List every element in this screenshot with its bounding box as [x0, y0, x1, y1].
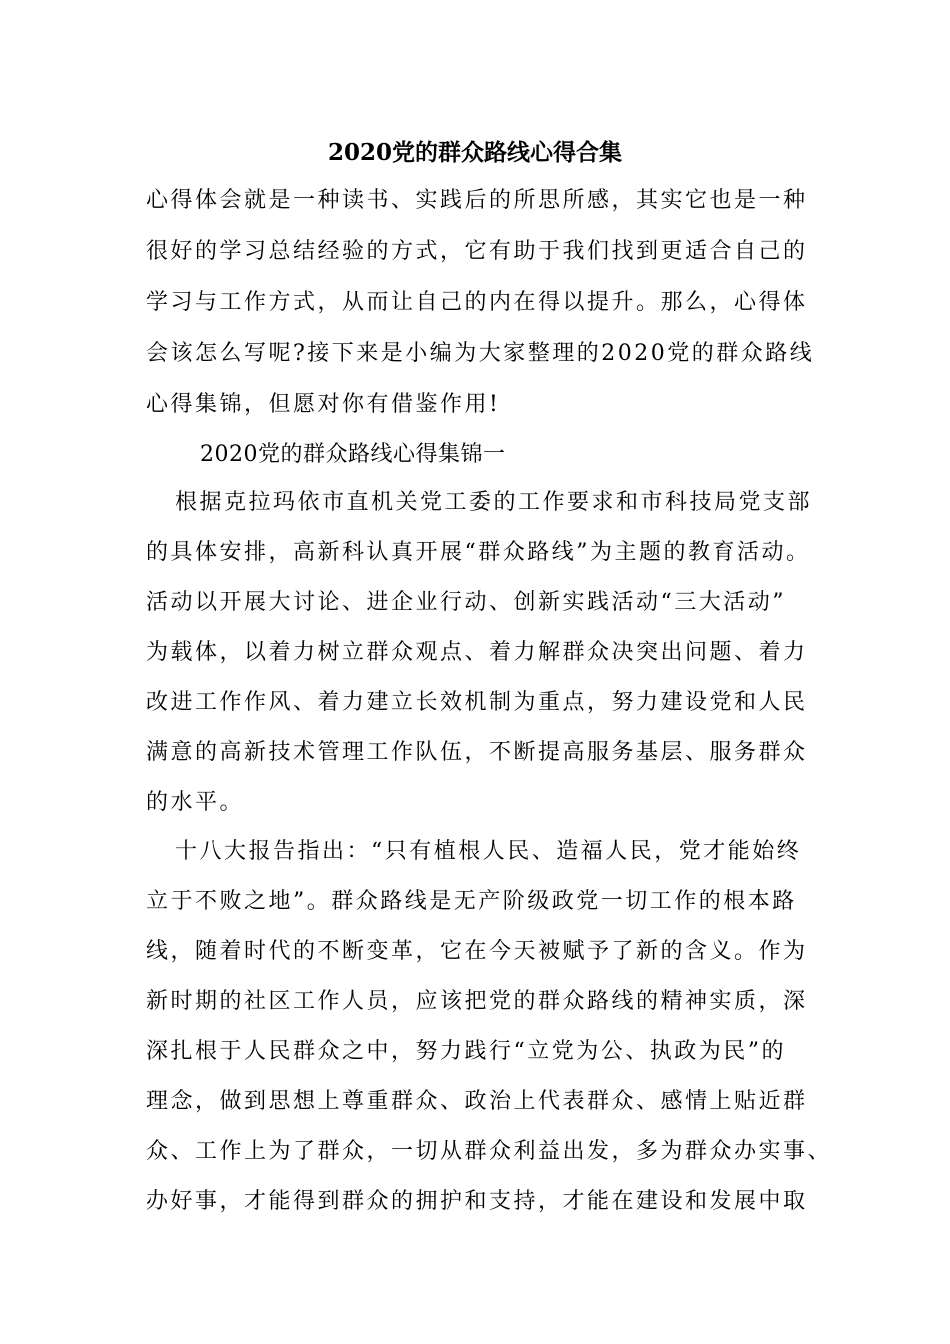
paragraph-line: 新时期的社区工作人员，应该把党的群众路线的精神实质，深 — [146, 989, 808, 1014]
document-title: 2020党的群众路线心得合集 — [327, 139, 622, 166]
paragraph-line: 的具体安排，高新科认真开展“群众路线”为主题的教育活动。 — [146, 540, 811, 565]
paragraph-line: 办好事，才能得到群众的拥护和支持，才能在建设和发展中取 — [146, 1189, 808, 1214]
paragraph-line: 活动以开展大讨论、进企业行动、创新实践活动“三大活动” — [146, 590, 786, 615]
paragraph-line: 立于不败之地”。群众路线是无产阶级政党一切工作的根本路 — [146, 889, 797, 914]
paragraph-line: 很好的学习总结经验的方式，它有助于我们找到更适合自己的 — [146, 239, 808, 264]
paragraph-line: 为载体，以着力树立群众观点、着力解群众决突出问题、着力 — [146, 640, 808, 665]
paragraph-line: 改进工作作风、着力建立长效机制为重点，努力建设党和人民 — [146, 690, 808, 715]
paragraph-line: 心得体会就是一种读书、实践后的所思所感，其实它也是一种 — [146, 188, 808, 213]
paragraph-line: 的水平。 — [146, 790, 245, 815]
paragraph-line: 十八大报告指出：“只有植根人民、造福人民，党才能始终 — [175, 839, 802, 864]
paragraph-line: 理念，做到思想上尊重群众、政治上代表群众、感情上贴近群 — [146, 1089, 808, 1114]
paragraph-line: 满意的高新技术管理工作队伍，不断提高服务基层、服务群众 — [146, 740, 808, 765]
paragraph-line: 众、工作上为了群众，一切从群众利益出发，多为群众办实事、 — [146, 1139, 833, 1164]
paragraph-line: 线，随着时代的不断变革，它在今天被赋予了新的含义。作为 — [146, 939, 808, 964]
paragraph-line: 根据克拉玛依市直机关党工委的工作要求和市科技局党支部 — [175, 490, 813, 515]
paragraph-line: 深扎根于人民群众之中，努力践行“立党为公、执政为民”的 — [146, 1039, 786, 1064]
paragraph-line: 学习与工作方式，从而让自己的内在得以提升。那么，心得体 — [146, 290, 808, 315]
paragraph-line: 心得集锦，但愿对你有借鉴作用! — [146, 392, 501, 417]
section-heading: 2020党的群众路线心得集锦一 — [200, 442, 506, 467]
paragraph-line: 会该怎么写呢?接下来是小编为大家整理的2020党的群众路线 — [146, 341, 815, 366]
